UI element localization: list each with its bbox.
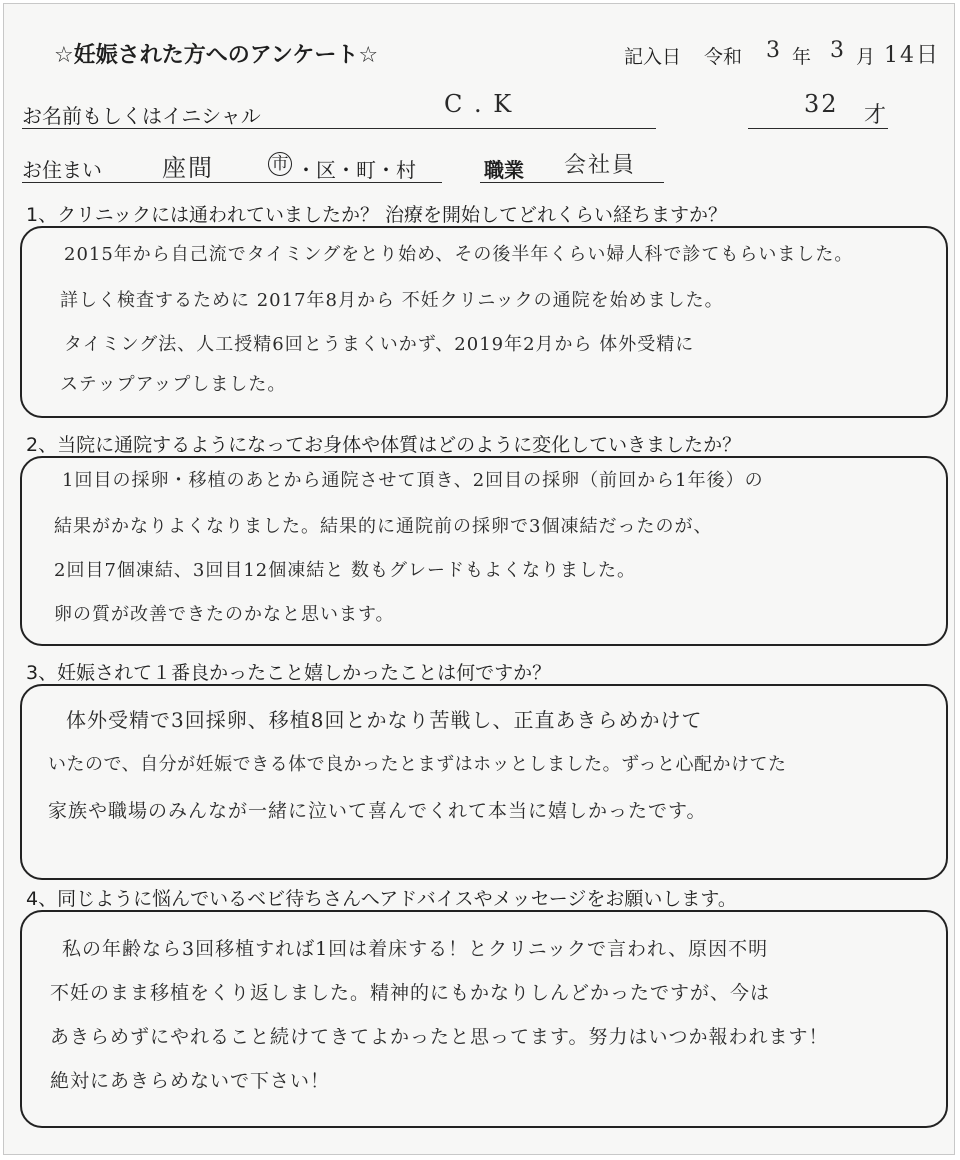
- question-2: 2、当院に通院するようになってお身体や体質はどのように変化していきましたか？: [26, 434, 742, 456]
- name-value: C . K: [444, 90, 514, 118]
- answer-4-line-1: 私の年齢なら3回移植すれば1回は着床する！とクリニックで言われ、原因不明: [62, 938, 769, 960]
- job-label: 職業: [484, 158, 524, 182]
- date-day: 14日: [884, 43, 940, 68]
- answer-4-line-2: 不妊のまま移植をくり返しました。精神的にもかなりしんどかったですが、今は: [50, 982, 771, 1004]
- answer-1-line-2: 詳しく検査するために 2017年8月から 不妊クリニックの通院を始めました。: [60, 290, 724, 311]
- answer-1-line-4: ステップアップしました。: [60, 374, 287, 395]
- answer-3-line-2: いたので、自分が妊娠できる体で良かったとまずはホッとしました。ずっと心配かけてた: [48, 754, 787, 775]
- answer-2-line-1: 1回目の採卵・移植のあとから通院させて頂き、2回目の採卵（前回から1年後）の: [62, 470, 764, 491]
- answer-3-line-3: 家族や職場のみんなが一緒に泣いて喜んでくれて本当に嬉しかったです。: [48, 800, 707, 822]
- answer-1-line-1: 2015年から自己流でタイミングをとり始め、その後半年くらい婦人科で診てもらいました。: [64, 244, 854, 265]
- question-3: 3、妊娠されて１番良かったこと嬉しかったことは何ですか？: [26, 662, 552, 684]
- answer-4-line-4: 絶対にあきらめないで下さい！: [50, 1070, 331, 1092]
- city-type-circled: [268, 152, 292, 176]
- form-title: ☆妊娠された方へのアンケート☆: [54, 43, 379, 68]
- question-4: 4、同じように悩んでいるベビ待ちさんへアドバイスやメッセージをお願いします。: [26, 888, 737, 910]
- name-label: お名前もしくはイニシャル: [22, 104, 261, 128]
- job-underline: [480, 182, 664, 183]
- address-label: お住まい: [22, 158, 102, 182]
- city-type-circle: 市: [268, 152, 292, 176]
- date-year: 3: [766, 38, 782, 63]
- address-types: ・区・町・村: [296, 158, 416, 182]
- answer-3-line-1: 体外受精で3回採卵、移植8回とかなり苦戦し、正直あきらめかけて: [66, 708, 703, 732]
- date-era: 令和: [704, 46, 743, 68]
- question-1: 1、クリニックには通われていましたか？ 治療を開始してどれくらい経ちますか？: [26, 204, 727, 226]
- age-underline: [748, 128, 888, 129]
- name-underline: [22, 128, 656, 129]
- date-month: 3: [830, 38, 846, 63]
- answer-2-line-2: 結果がかなりよくなりました。結果的に通院前の採卵で3個凍結だったのが、: [54, 516, 713, 537]
- date-label: 記入日: [624, 46, 682, 68]
- answer-4-line-3: あきらめずにやれること続けてきてよかったと思ってます。努力はいつか報われます！: [50, 1026, 829, 1048]
- address-underline: [22, 182, 442, 183]
- age-value: 32: [804, 90, 839, 118]
- address-city: 座間: [162, 154, 214, 182]
- date-month-unit: 月: [856, 46, 876, 68]
- date-year-unit: 年: [792, 46, 812, 68]
- questionnaire-sheet: [3, 3, 955, 1155]
- answer-2-line-3: 2回目7個凍結、3回目12個凍結と 数もグレードもよくなりました。: [54, 560, 636, 581]
- answer-2-line-4: 卵の質が改善できたのかなと思います。: [54, 604, 395, 625]
- job-value: 会社員: [564, 153, 637, 178]
- age-unit: 才: [864, 103, 889, 128]
- answer-1-line-3: タイミング法、人工授精6回とうまくいかず、2019年2月から 体外受精に: [64, 334, 695, 355]
